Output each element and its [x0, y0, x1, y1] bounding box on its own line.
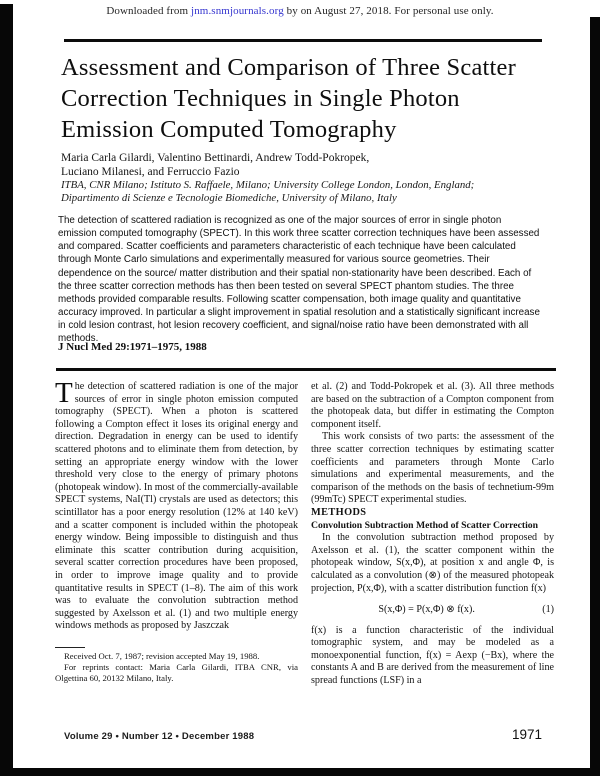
authors-line-2: Luciano Milanesi, and Ferruccio Fazio: [61, 166, 240, 179]
banner-suffix: by on August 27, 2018. For personal use only.: [283, 5, 494, 17]
convolution-subsection-heading: Convolution Subtraction Method of Scatter Correction: [311, 519, 539, 531]
scan-edge-left: [0, 4, 13, 776]
authors-line-1: Maria Carla Gilardi, Valentino Bettinardi, Andrew Todd-Pokropek,: [61, 152, 370, 164]
scan-edge-bottom: [0, 768, 600, 776]
footnote-rule: [55, 647, 85, 648]
left-column: [55, 377, 299, 688]
dropcap-letter: T: [55, 377, 73, 409]
author-list: [61, 151, 541, 179]
intro-paragraph: [55, 377, 299, 633]
convolution-method-paragraph: In the convolution subtraction method proposed by Axelsson et al. (1), the scatter component within the photopeak window, S(x,Φ), at position x and angle Φ, is calculated as a convolution (⊗) of the measured photopeak projection, P(x,Φ), with a scatter distribution function f(x): [311, 532, 554, 594]
intro-paragraph-text: he detection of scattered radiation is one of the major sources of error in single photon emission computed tomography (SPECT). When a photon is scattered following a Compton effect it loses its original energy and direction. Degradation in energy can be used to identify scattered photons and to eliminate them from detection, by setting an appropriate energy window with the lower threshold very close to the energy of primary photons (photopeak window). In most of the commercially-available SPECT systems, NaI(Tl) crystals are used as detectors; this scintillator has a poor energy resolution (12% at 140 keV) and a scatter component is included within the photopeak energy window. Being impossible to distinguish and thus eliminate this scatter contribution during acquisition, several scatter correction procedures have been proposed, in order to improve image quality and to provide quantitative results in SPECT (1–8). The aim of this work was to evaluate the convolution subtraction method suggested by Axelsson et al. (1) and two multiple energy windows methods as proposed by Jaszczak: [55, 381, 299, 632]
footnote-block: [55, 647, 298, 684]
abstract-divider-rule: [56, 368, 556, 371]
download-banner: [0, 5, 600, 17]
equation-1: [311, 604, 554, 617]
page-number: 1971: [511, 727, 542, 742]
scatter-function-paragraph: f(x) is a function characteristic of the individual tomographic system, and may be modeled as a monoexponential function, f(x) = Aexp (−Bx), where the constants A and B are derived from the measurement of line spread functions (LSF) in a: [311, 624, 554, 687]
citation-line: J Nucl Med 29:1971–1975, 1988: [58, 341, 207, 353]
article-title: Assessment and Comparison of Three Scatter Correction Techniques in Single Photon Emission Computed Tomography: [61, 54, 516, 144]
continuation-paragraph: et al. (2) and Todd-Pokropek et al. (3). All three methods are based on the subtraction of a Compton component from the photopeak data, but differ in estimating the Compton component itself.: [311, 381, 554, 430]
scan-edge-right: [590, 17, 600, 776]
methods-heading: METHODS: [311, 506, 367, 518]
page-footer: [64, 727, 542, 742]
equation-1-number: (1): [542, 604, 554, 616]
abstract-text: The detection of scattered radiation is recognized as one of the major sources of error in single photon emission computed tomography (SPECT). In this work three scatter correction techniques have been assessed and compared. Scatter coefficients and parameters characteristic of each technique have been calculated through Monte Carlo simulations and experimentally measured for various source geometries. Their dependence on the source/ matter distribution and their spatial non-stationarity have been described. Each of the three scatter correction methods has then been tested on several SPECT phantom studies. The three methods provided comparable results. Following scatter compensation, both image quality and quantitative accuracy improved. In particular a slight improvement in spatial resolution and a statistically significant increase in cold lesion contrast, hot lesion recovery coefficient, and signal/noise ratio have been demonstrated with all methods.: [58, 215, 540, 345]
affiliation: ITBA, CNR Milano; Istituto S. Raffaele, Milano; University College London, London, England; Dipartimento di Scienze e Tecnologie Biomediche, University of Milano, Italy: [61, 179, 475, 205]
right-column: [311, 381, 554, 688]
equation-1-expression: S(x,Φ) = P(x,Φ) ⊗ f(x).: [378, 604, 475, 616]
banner-prefix: Downloaded from: [106, 5, 192, 17]
volume-issue-date: Volume 29 • Number 12 • December 1988: [64, 731, 255, 742]
body-columns: [55, 377, 555, 688]
footnote-reprints: For reprints contact: Maria Carla Gilardi, ITBA CNR, via Olgettina 60, 20132 Milano, Italy.: [55, 661, 298, 683]
work-overview-paragraph: This work consists of two parts: the assessment of the three scatter correction techniques by estimating scatter coefficients and parameters through Monte Carlo simulations and experimental measurements, and the comparison of the methods on the basis of technetium-99m (99mTc) SPECT experimental studies.: [311, 431, 554, 506]
footnote-received: Received Oct. 7, 1987; revision accepted May 19, 1988.: [64, 650, 260, 661]
journal-url-link[interactable]: jnm.snmjournals.org: [191, 5, 284, 17]
title-top-rule: [64, 39, 542, 42]
